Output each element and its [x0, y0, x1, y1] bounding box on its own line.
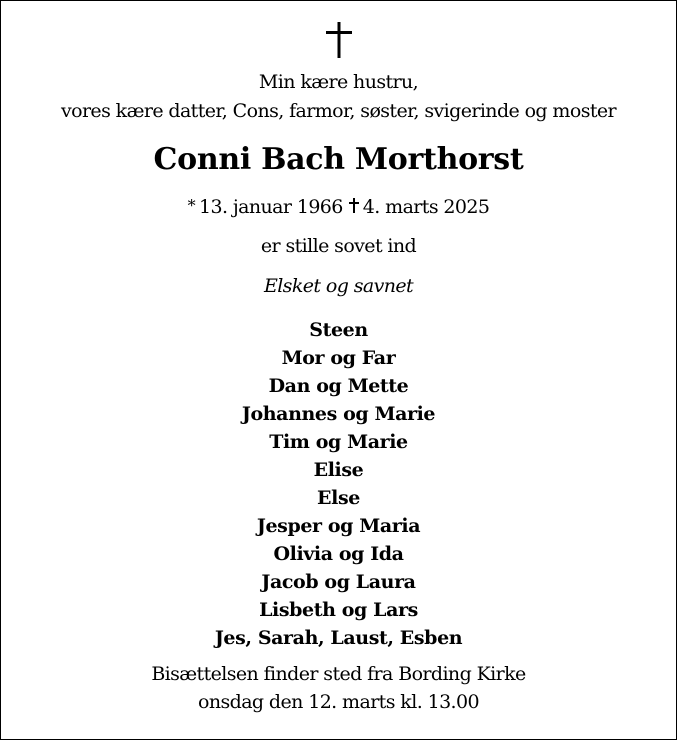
funeral-time: onsdag den 12. marts kl. 13.00 — [198, 691, 479, 713]
mourner: Steen — [309, 319, 368, 341]
mourner: Johannes og Marie — [241, 403, 436, 425]
funeral-location: Bisættelsen finder sted fra Bording Kirke — [151, 663, 526, 685]
mourner: Mor og Far — [281, 347, 396, 369]
birth-date: 13. januar 1966 — [199, 196, 343, 218]
intro-line-1: Min kære hustru, — [258, 71, 419, 93]
loved-and-missed: Elsket og savnet — [263, 275, 414, 297]
intro-line-2: vores kære datter, Cons, farmor, søster, svigerinde og moster — [60, 100, 617, 122]
mourner: Lisbeth og Lars — [259, 599, 418, 621]
passed-away-phrase: er stille sovet ind — [260, 235, 417, 257]
life-dates — [1, 196, 676, 218]
mourner: Jacob og Laura — [261, 571, 416, 593]
cross-icon — [349, 198, 359, 213]
mourner: Jes, Sarah, Laust, Esben — [214, 627, 463, 649]
mourner: Jesper og Maria — [256, 515, 421, 537]
mourner: Elise — [313, 459, 364, 481]
mourner: Tim og Marie — [269, 431, 408, 453]
cross-icon — [326, 22, 352, 58]
mourner: Olivia og Ida — [273, 543, 404, 565]
deceased-name: Conni Bach Morthorst — [153, 142, 524, 177]
star-icon: * — [187, 196, 196, 215]
death-date: 4. marts 2025 — [362, 196, 490, 218]
mourner: Dan og Mette — [268, 375, 409, 397]
mourner: Else — [317, 487, 360, 509]
mourners-list — [1, 316, 676, 652]
